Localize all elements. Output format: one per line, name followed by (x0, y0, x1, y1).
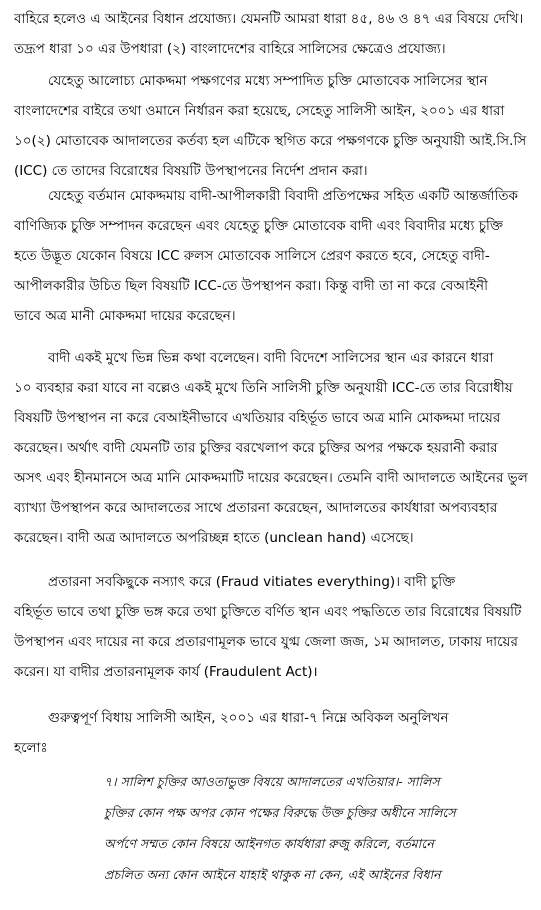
paragraph-1 (14, 4, 528, 64)
text-line: (ICC) তে তাদের বিরোধের বিষয়টি উপস্থাপনের নির্দেশ প্রদান করা। (14, 163, 368, 179)
text-line: অসৎ এবং হীনমানসে অত্র মানি মোকদ্দমাটি দায়ের করেছেন। তেমনি বাদী আদালতে আইনের ভুল (14, 470, 528, 486)
paragraph-3 (14, 181, 528, 331)
text-line: ১০ ব্যবহার করা যাবে না বল্লেও একই মুখে তিনি সালিসী চুক্তি অনুযায়ী ICC-তে তার বিরোধীয় (14, 380, 513, 396)
paragraph-4 (14, 343, 528, 553)
paragraph-6 (14, 703, 528, 763)
text-line: যেহেতু আলোচ্য মোকদ্দমা পক্ষগণের মধ্যে সম্পাদিত চুক্তি মোতাবেক সালিসের স্থান (48, 73, 488, 89)
quote-line: ৭। সালিশ চুক্তির আওতাভুক্ত বিষয়ে আদালতের এখতিয়ার।- সালিস (104, 774, 440, 789)
text-line: বাণিজ্যিক চুক্তি সম্পাদন করেছেন এবং যেহেতু চুক্তি মোতাবেক বাদী এবং বিবাদীর মধ্যে চুক্তি (14, 218, 503, 234)
text-line: ১০(২) মোতাবেক আদালতের কর্তব্য হল এটিকে স্থগিত করে পক্ষগণকে চুক্তি অনুযায়ী আই.সি.সি (14, 133, 527, 149)
text-line: করেছেন। অর্থাৎ বাদী যেমনটি তার চুক্তির বরখেলাপ করে চুক্তির অপর পক্ষকে হয়রানী করার (14, 440, 498, 456)
text-line: হতে উদ্ভূত যেকোন বিষয়ে ICC রুলস মোতাবেক সালিসে প্রেরণ করতে হবে, সেহেতু বাদী- (14, 248, 490, 264)
quote-line: প্রচলিত অন্য কোন আইনে যাহাই থাকুক না কেন, এই আইনের বিধান (104, 867, 441, 882)
statute-quote (104, 766, 524, 890)
paragraph-5 (14, 567, 528, 687)
text-line: করেন। যা বাদীর প্রতারনামূলক কার্য (Fraudulent Act)। (14, 664, 318, 680)
quote-line: চুক্তির কোন পক্ষ অপর কোন পক্ষের বিরুদ্ধে উক্ত চুক্তির অধীনে সালিসে (104, 805, 456, 820)
text-line: তদ্রূপ ধারা ১০ এর উপধারা (২) বাংলাদেশের বাহিরে সালিসের ক্ষেত্রেও প্রযোজ্য। (14, 41, 446, 57)
text-line: বিষয়টি উপস্থাপন না করে বেআইনীভাবে এখতিয়ার বহির্ভূত ভাবে অত্র মানি মোকদ্দমা দায়ের (14, 410, 501, 426)
text-line: আপীলকারীর উচিত ছিল বিষয়টি ICC-তে উপস্থাপন করা। কিন্তু বাদী তা না করে বেআইনী (14, 278, 488, 294)
text-line: বহির্ভূত ভাবে তথা চুক্তি ভঙ্গ করে তথা চুক্তিতে বর্ণিত স্থান এবং পদ্ধতিতে তার বিরোধের বিষয়টি (14, 604, 522, 620)
text-line: উপস্থাপন এবং দায়ের না করে প্রতারণামূলক ভাবে যুগ্ম জেলা জজ, ১ম আদালত, ঢাকায় দায়ের (14, 634, 518, 650)
quote-line: অর্পণে সম্মত কোন বিষয়ে আইনগত কার্যধারা রুজু করিলে, বর্তমানে (104, 836, 434, 851)
text-line: বাংলাদেশের বাইরে তথা ওমানে নির্ধারন করা হয়েছে, সেহেতু সালিসী আইন, ২০০১ এর ধারা (14, 103, 505, 119)
text-line: প্রতারনা সবকিছুকে নস্যাৎ করে (Fraud vitiates everything)। বাদী চুক্তি (48, 574, 456, 590)
text-line: করেছেন। বাদী অত্র আদালতে অপরিচ্ছন্ন হাতে (unclean hand) এসেছে। (14, 530, 414, 546)
text-line: বাহিরে হলেও এ আইনের বিধান প্রযোজ্য। যেমনটি আমরা ধারা ৪৫, ৪৬ ও ৪৭ এর বিষয়ে দেখি। (14, 11, 524, 27)
text-line: ব্যাখ্যা উপস্থাপন করে আদালতের সাথে প্রতারনা করেছেন, আদালতের কার্যধারা অপব্যবহার (14, 500, 498, 516)
paragraph-2 (14, 66, 528, 186)
text-line: হলোঃ (14, 740, 48, 756)
text-line: ভাবে অত্র মানী মোকদ্দমা দায়ের করেছেন। (14, 308, 236, 324)
text-line: যেহেতু বর্তমান মোকদ্দমায় বাদী-আপীলকারী বিবাদী প্রতিপক্ষের সহিত একটি আন্তর্জাতিক (48, 188, 518, 204)
text-line: বাদী একই মুখে ভিন্ন ভিন্ন কথা বলেছেন। বাদী বিদেশে সালিসের স্থান এর কারনে ধারা (48, 350, 494, 366)
text-line: গুরুত্বপূর্ণ বিধায় সালিসী আইন, ২০০১ এর ধারা-৭ নিম্নে অবিকল অনুলিখন (48, 710, 449, 726)
